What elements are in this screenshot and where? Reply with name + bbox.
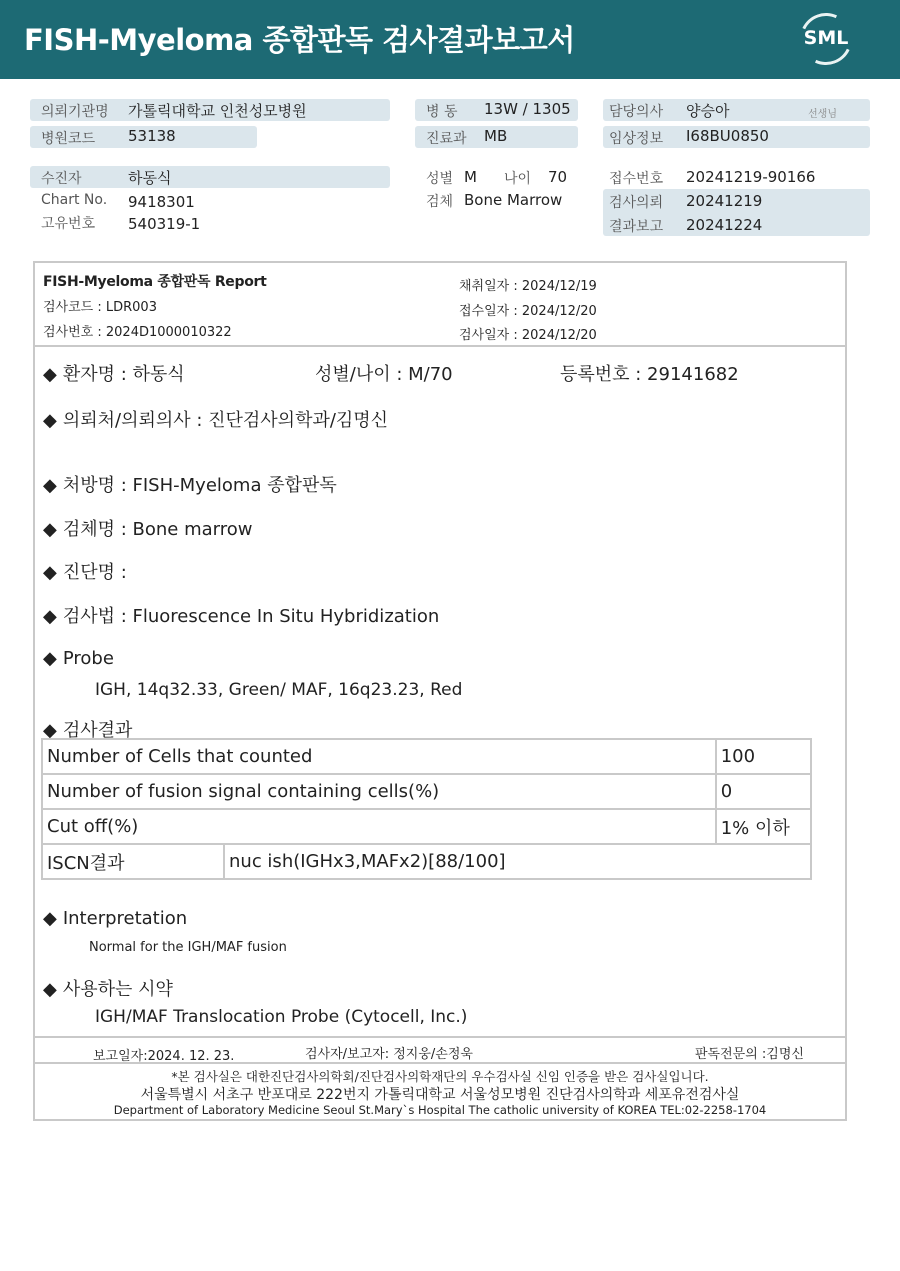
- dept-label: 진료과: [426, 131, 467, 147]
- table-row: [42, 774, 811, 809]
- fusion-cells-value: 0: [716, 774, 811, 809]
- test-code: 검사코드 : LDR003: [43, 300, 157, 315]
- hospital-code-label: 병원코드: [41, 131, 96, 147]
- specimen-label: 검체: [426, 194, 454, 210]
- address-english: Department of Laboratory Medicine Seoul St.Mary`s Hospital The catholic university of KOREA TEL:02-2258-1704: [113, 1103, 767, 1117]
- request-value: 20241219: [686, 192, 763, 210]
- table-row: [42, 809, 811, 844]
- diamond-icon: ◆: [43, 475, 57, 496]
- receipt-date: 접수일자 : 2024/12/20: [459, 304, 597, 319]
- interp-text: Normal for the IGH/MAF fusion: [89, 940, 287, 955]
- cells-counted-label: Number of Cells that counted: [42, 739, 716, 774]
- cutoff-label: Cut off(%): [42, 809, 716, 844]
- sex-label: 성별: [426, 171, 454, 187]
- page-title: FISH-Myeloma 종합판독 검사결과보고서: [24, 23, 575, 57]
- diamond-icon: ◆: [43, 364, 57, 385]
- report-header: [35, 263, 845, 347]
- chart-label: Chart No.: [41, 192, 108, 208]
- patient-row: [30, 166, 390, 188]
- report-value: 20241224: [686, 216, 763, 234]
- interp-heading: ◆ Interpretation: [43, 908, 188, 929]
- reagent-heading: ◆ 사용하는 시약: [43, 979, 173, 1000]
- fusion-cells-label: Number of fusion signal containing cells(%): [42, 774, 716, 809]
- dept-value: MB: [484, 127, 508, 145]
- hospital-code-value: 53138: [128, 127, 176, 145]
- test-date: 검사일자 : 2024/12/20: [459, 328, 597, 343]
- pathologist: 판독전문의 :김명신: [695, 1047, 804, 1062]
- sml-logo: [800, 13, 852, 65]
- diamond-icon: ◆: [43, 648, 57, 669]
- patient-line: ◆ 환자명 : 하동식: [43, 364, 185, 385]
- reagent-text: IGH/MAF Translocation Probe (Cytocell, Inc.): [95, 1007, 468, 1027]
- sexage-line: 성별/나이 : M/70: [315, 364, 453, 385]
- specimen-line: ◆ 검체명 : Bone marrow: [43, 519, 253, 540]
- iscn-value: nuc ish(IGHx3,MAFx2)[88/100]: [224, 844, 811, 879]
- diamond-icon: ◆: [43, 606, 57, 627]
- probe-heading: ◆ Probe: [43, 648, 114, 669]
- doctor-suffix: 선생님: [808, 109, 837, 120]
- chart-value: 9418301: [128, 193, 195, 211]
- clinical-value: I68BU0850: [686, 127, 769, 145]
- sex-value: M: [464, 168, 477, 186]
- header-bar: [0, 0, 900, 79]
- age-label: 나이: [504, 171, 532, 187]
- diamond-icon: ◆: [43, 410, 57, 431]
- footer-divider: [35, 1062, 845, 1064]
- report-title: FISH-Myeloma 종합판독 Report: [43, 274, 267, 290]
- cutoff-value: 1% 이하: [716, 809, 811, 844]
- receipt-label: 접수번호: [609, 171, 664, 187]
- footer-divider: [35, 1036, 845, 1038]
- result-heading: ◆ 검사결과: [43, 720, 133, 741]
- order-line: ◆ 처방명 : FISH-Myeloma 종합판독: [43, 475, 337, 496]
- report-label: 결과보고: [609, 219, 664, 235]
- diamond-icon: ◆: [43, 519, 57, 540]
- cells-counted-value: 100: [716, 739, 811, 774]
- institution-label: 의뢰기관명: [41, 104, 109, 120]
- ward-label: 병 동: [426, 104, 458, 120]
- institution-value: 가톨릭대학교 인천성모병원: [128, 102, 307, 120]
- iscn-label: ISCN결과: [42, 844, 224, 879]
- ward-value: 13W / 1305: [484, 100, 571, 118]
- probe-text: IGH, 14q32.33, Green/ MAF, 16q23.23, Red: [95, 680, 463, 700]
- patient-value: 하동식: [128, 169, 172, 187]
- clinical-label: 임상정보: [609, 131, 664, 147]
- logo-text: SML: [803, 27, 849, 49]
- test-number: 검사번호 : 2024D1000010322: [43, 325, 232, 340]
- diamond-icon: ◆: [43, 720, 57, 741]
- report-date: 보고일자:2024. 12. 23.: [93, 1049, 235, 1064]
- tester: 검사자/보고자: 정지웅/손정욱: [305, 1047, 473, 1062]
- unique-value: 540319-1: [128, 215, 201, 233]
- unique-label: 고유번호: [41, 216, 96, 232]
- table-row: [42, 739, 811, 774]
- method-line: ◆ 검사법 : Fluorescence In Situ Hybridization: [43, 606, 440, 627]
- request-label: 검사의뢰: [609, 195, 664, 211]
- diamond-icon: ◆: [43, 562, 57, 583]
- reg-line: 등록번호 : 29141682: [560, 364, 739, 385]
- patient-label: 수진자: [41, 171, 82, 187]
- age-value: 70: [548, 168, 568, 186]
- diamond-icon: ◆: [43, 908, 57, 929]
- result-table: [41, 738, 812, 880]
- doctor-value: 양승아: [686, 102, 730, 120]
- accreditation-note: *본 검사실은 대한진단검사의학회/진단검사의학재단의 우수검사실 신임 인증을 받은 검사실입니다.: [171, 1069, 709, 1084]
- receipt-value: 20241219-90166: [686, 168, 816, 186]
- address-korean: 서울특별시 서초구 반포대로 222번지 가톨릭대학교 서울성모병원 진단검사의학과 세포유전검사실: [140, 1087, 740, 1103]
- collect-date: 채취일자 : 2024/12/19: [459, 279, 597, 294]
- doctor-label: 담당의사: [609, 104, 664, 120]
- diamond-icon: ◆: [43, 979, 57, 1000]
- specimen-value: Bone Marrow: [464, 191, 563, 209]
- diagnosis-line: ◆ 진단명 :: [43, 562, 127, 583]
- referrer-line: ◆ 의뢰처/의뢰의사 : 진단검사의학과/김명신: [43, 410, 389, 431]
- table-row: [42, 844, 811, 879]
- report-box: [33, 261, 847, 1121]
